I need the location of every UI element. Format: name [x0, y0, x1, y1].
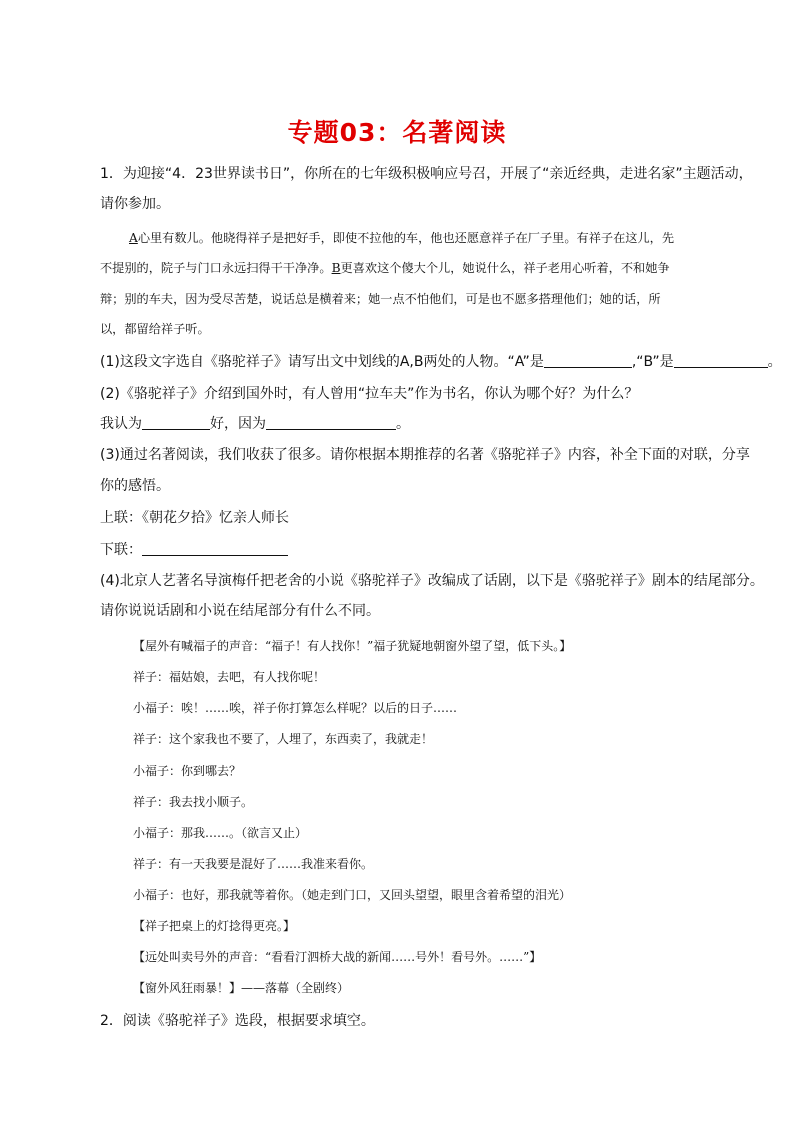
underlined-b: B — [331, 261, 341, 275]
script-line-10: 【祥子把桌上的灯捻得更亮。】 — [133, 919, 296, 933]
answer-blank-a[interactable] — [544, 353, 632, 368]
question-1-intro-line-1: 1．为迎接“4．23世界读书日”，你所在的七年级积极响应号召，开展了“亲近经典，走进名家”主题活动， — [100, 166, 753, 182]
sub-question-1-text-c: 。 — [767, 354, 782, 370]
question-1-intro-line-2: 请你参加。 — [100, 196, 170, 212]
script-line-8: 祥子：有一天我要是混好了……我准来看你。 — [133, 857, 374, 871]
script-line-12: 【窗外风狂雨暴！】——落幕（全剧终） — [133, 981, 350, 995]
couplet-lower — [100, 540, 288, 560]
sub-question-1-text-a: (1)这段文字选自《骆驼祥子》请写出文中划线的A,B两处的人物。“A”是 — [100, 354, 544, 370]
script-line-11: 【远处叫卖号外的声音：“看看汀泗桥大战的新闻……号外！看号外。……”】 — [133, 950, 542, 964]
script-line-4: 祥子：这个家我也不要了，人埋了，东西卖了，我就走！ — [133, 732, 434, 746]
script-line-1: 【屋外有喊福子的声音：“福子！有人找你！”福子犹疑地朝窗外望了望，低下头。】 — [133, 639, 572, 653]
script-line-2: 祥子：福姑娘，去吧，有人找你呢！ — [133, 670, 326, 684]
couplet-upper: 上联：《朝花夕拾》忆亲人师长 — [100, 510, 289, 526]
script-line-9: 小福子：也好，那我就等着你。（她走到门口，又回头望望，眼里含着希望的泪光） — [133, 888, 572, 902]
sub-question-4-line-2: 请你说说话剧和小说在结尾部分有什么不同。 — [100, 603, 380, 619]
answer-blank-couplet[interactable] — [142, 541, 288, 556]
passage-line-4: 以，都留给祥子听。 — [100, 322, 210, 336]
sub-question-2-answer — [100, 414, 410, 434]
answer-blank-b[interactable] — [674, 353, 768, 368]
sub-question-4-line-1: (4)北京人艺著名导演梅仟把老舍的小说《骆驼祥子》改编成了话剧，以下是《骆驼祥子》剧本的结尾部分。 — [100, 573, 764, 589]
answer-suffix: 。 — [396, 416, 410, 432]
passage-line-1 — [129, 228, 674, 248]
sub-question-1 — [100, 352, 782, 372]
passage-line-2-pre: 不提别的，院子与门口永远扫得干干净净。 — [100, 261, 332, 275]
page-title: 专题03：名著阅读 — [287, 118, 507, 147]
answer-middle: 好，因为 — [210, 416, 266, 432]
sub-question-3-line-2: 你的感悟。 — [100, 478, 170, 494]
passage-line-2-post: 更喜欢这个傻大个儿，她说什么，祥子老用心听着，不和她争 — [340, 261, 670, 275]
script-line-5: 小福子：你到哪去？ — [133, 764, 242, 778]
script-line-7: 小福子：那我……。（欲言又止） — [133, 826, 308, 840]
sub-question-1-text-b: ,“B”是 — [631, 354, 674, 370]
script-line-6: 祥子：我去找小顺子。 — [133, 795, 254, 809]
underlined-a: A — [129, 231, 138, 245]
sub-question-2: (2)《骆驼祥子》介绍到国外时，有人曾用“拉车夫”作为书名，你认为哪个好？为什么？ — [100, 386, 639, 402]
passage-line-2 — [100, 258, 670, 278]
passage-line-1-text: 心里有数儿。他晓得祥子是把好手，即使不拉他的车，他也还愿意祥子在厂子里。有祥子在这儿，先 — [137, 231, 675, 245]
passage-line-3: 辩；别的车夫，因为受尽苦楚，说话总是横着来；她一点不怕他们，可是也不愿多搭理他们；她的话，所 — [100, 292, 661, 306]
answer-blank-choice[interactable] — [142, 415, 210, 430]
sub-question-3-line-1: (3)通过名著阅读，我们收获了很多。请你根据本期推荐的名著《骆驼祥子》内容，补全下面的对联，分享 — [100, 447, 750, 463]
couplet-lower-label: 下联： — [100, 542, 142, 558]
question-2-intro: 2．阅读《骆驼祥子》选段，根据要求填空。 — [100, 1013, 375, 1029]
answer-prefix: 我认为 — [100, 416, 142, 432]
script-line-3: 小福子：唉！……唉，祥子你打算怎么样呢？以后的日子…… — [133, 701, 458, 715]
answer-blank-reason[interactable] — [266, 415, 396, 430]
